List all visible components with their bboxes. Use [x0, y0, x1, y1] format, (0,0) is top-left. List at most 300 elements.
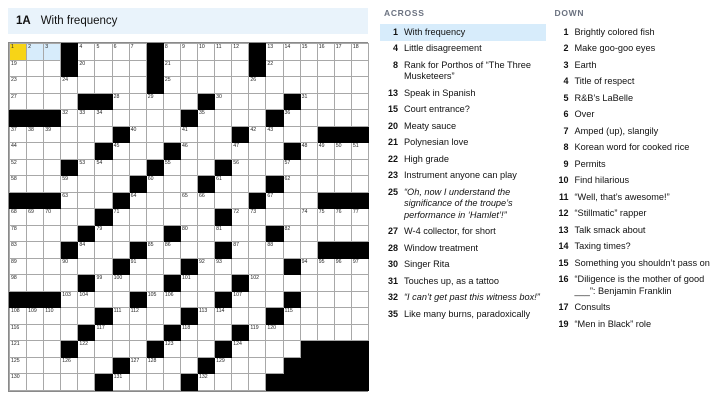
grid-cell[interactable] [112, 341, 129, 358]
grid-cell[interactable] [232, 60, 249, 77]
clue-item[interactable] [380, 290, 546, 307]
clue-item[interactable] [380, 168, 546, 185]
grid-cell[interactable] [27, 60, 44, 77]
grid-cell[interactable] [10, 308, 27, 325]
grid-cell[interactable] [180, 357, 197, 374]
grid-cell[interactable] [300, 192, 317, 209]
clue-item[interactable] [551, 41, 717, 58]
grid-cell[interactable] [232, 192, 249, 209]
grid-cell[interactable] [112, 44, 129, 61]
grid-cell[interactable] [61, 291, 78, 308]
clue-item[interactable] [380, 24, 546, 41]
grid-cell[interactable] [317, 159, 334, 176]
grid-cell[interactable] [129, 209, 146, 226]
grid-cell[interactable] [351, 308, 368, 325]
grid-cell[interactable] [317, 275, 334, 292]
grid-cell[interactable] [146, 291, 163, 308]
grid-cell[interactable] [10, 159, 27, 176]
grid-cell[interactable] [232, 308, 249, 325]
grid-cell[interactable] [10, 126, 27, 143]
grid-cell[interactable] [249, 275, 266, 292]
clue-item[interactable] [551, 24, 717, 41]
grid-cell[interactable] [266, 324, 283, 341]
grid-cell[interactable] [163, 192, 180, 209]
grid-cell[interactable] [215, 93, 232, 110]
grid-cell[interactable] [163, 159, 180, 176]
grid-cell[interactable] [249, 159, 266, 176]
grid-cell[interactable] [61, 324, 78, 341]
grid-cell[interactable] [300, 143, 317, 160]
grid-cell[interactable] [283, 159, 300, 176]
grid-cell[interactable] [215, 77, 232, 94]
grid-cell[interactable] [249, 93, 266, 110]
grid-cell[interactable] [146, 225, 163, 242]
grid-cell[interactable] [180, 176, 197, 193]
grid-cell[interactable] [283, 77, 300, 94]
grid-cell[interactable] [266, 192, 283, 209]
grid-cell[interactable] [215, 258, 232, 275]
grid-cell[interactable] [300, 44, 317, 61]
clue-item[interactable] [551, 300, 717, 317]
grid-cell[interactable] [198, 77, 215, 94]
grid-cell[interactable] [78, 176, 95, 193]
grid-cell[interactable] [232, 374, 249, 391]
grid-cell[interactable] [112, 60, 129, 77]
grid-cell[interactable] [283, 275, 300, 292]
grid-cell[interactable] [27, 44, 44, 61]
grid-cell[interactable] [249, 225, 266, 242]
grid-cell[interactable] [44, 176, 61, 193]
grid-cell[interactable] [44, 126, 61, 143]
grid-cell[interactable] [27, 341, 44, 358]
grid-cell[interactable] [249, 324, 266, 341]
grid-cell[interactable] [163, 242, 180, 259]
grid-cell[interactable] [283, 225, 300, 242]
grid-cell[interactable] [146, 209, 163, 226]
grid-cell[interactable] [163, 374, 180, 391]
grid-cell[interactable] [334, 110, 351, 127]
clue-item[interactable] [380, 257, 546, 274]
grid-cell[interactable] [10, 44, 27, 61]
grid-cell[interactable] [198, 209, 215, 226]
grid-cell[interactable] [10, 143, 27, 160]
grid-cell[interactable] [266, 275, 283, 292]
grid-cell[interactable] [232, 291, 249, 308]
grid-cell[interactable] [317, 308, 334, 325]
grid-cell[interactable] [95, 275, 112, 292]
grid-cell[interactable] [129, 44, 146, 61]
grid-cell[interactable] [300, 308, 317, 325]
grid-cell[interactable] [215, 374, 232, 391]
grid-cell[interactable] [95, 44, 112, 61]
grid-cell[interactable] [249, 143, 266, 160]
grid-cell[interactable] [334, 60, 351, 77]
grid-cell[interactable] [180, 192, 197, 209]
grid-cell[interactable] [146, 324, 163, 341]
grid-cell[interactable] [249, 176, 266, 193]
grid-cell[interactable] [10, 93, 27, 110]
grid-cell[interactable] [198, 275, 215, 292]
grid-cell[interactable] [44, 242, 61, 259]
grid-cell[interactable] [317, 291, 334, 308]
grid-cell[interactable] [27, 209, 44, 226]
grid-cell[interactable] [27, 275, 44, 292]
grid-cell[interactable] [10, 225, 27, 242]
grid-cell[interactable] [27, 93, 44, 110]
grid-cell[interactable] [10, 242, 27, 259]
grid-cell[interactable] [249, 291, 266, 308]
grid-cell[interactable] [215, 176, 232, 193]
clue-item[interactable] [380, 151, 546, 168]
grid-cell[interactable] [232, 77, 249, 94]
grid-cell[interactable] [334, 176, 351, 193]
grid-cell[interactable] [300, 77, 317, 94]
grid-cell[interactable] [180, 143, 197, 160]
grid-cell[interactable] [27, 242, 44, 259]
grid-cell[interactable] [249, 258, 266, 275]
clue-item[interactable] [551, 90, 717, 107]
grid-cell[interactable] [27, 374, 44, 391]
grid-cell[interactable] [198, 225, 215, 242]
grid-cell[interactable] [266, 341, 283, 358]
grid-cell[interactable] [215, 357, 232, 374]
clue-item[interactable] [551, 255, 717, 272]
grid-cell[interactable] [44, 357, 61, 374]
grid-cell[interactable] [198, 258, 215, 275]
grid-cell[interactable] [232, 93, 249, 110]
grid-cell[interactable] [146, 143, 163, 160]
grid-cell[interactable] [317, 209, 334, 226]
grid-cell[interactable] [61, 308, 78, 325]
grid-cell[interactable] [180, 275, 197, 292]
grid-cell[interactable] [27, 159, 44, 176]
grid-cell[interactable] [198, 242, 215, 259]
grid-table[interactable] [9, 43, 369, 391]
grid-cell[interactable] [78, 77, 95, 94]
grid-cell[interactable] [180, 77, 197, 94]
clue-item[interactable] [551, 140, 717, 157]
grid-cell[interactable] [300, 110, 317, 127]
grid-cell[interactable] [10, 258, 27, 275]
grid-cell[interactable] [27, 324, 44, 341]
grid-cell[interactable] [334, 44, 351, 61]
grid-cell[interactable] [10, 60, 27, 77]
grid-cell[interactable] [232, 110, 249, 127]
grid-cell[interactable] [61, 225, 78, 242]
grid-cell[interactable] [198, 341, 215, 358]
grid-cell[interactable] [232, 258, 249, 275]
clue-item[interactable] [380, 57, 546, 85]
grid-cell[interactable] [163, 308, 180, 325]
grid-cell[interactable] [61, 258, 78, 275]
grid-cell[interactable] [283, 44, 300, 61]
grid-cell[interactable] [215, 110, 232, 127]
grid-cell[interactable] [44, 341, 61, 358]
grid-cell[interactable] [146, 126, 163, 143]
grid-cell[interactable] [44, 143, 61, 160]
grid-cell[interactable] [129, 275, 146, 292]
grid-cell[interactable] [300, 93, 317, 110]
grid-cell[interactable] [198, 126, 215, 143]
grid-cell[interactable] [300, 126, 317, 143]
grid-cell[interactable] [215, 60, 232, 77]
grid-cell[interactable] [300, 209, 317, 226]
grid-cell[interactable] [163, 126, 180, 143]
grid-cell[interactable] [163, 93, 180, 110]
grid-cell[interactable] [27, 258, 44, 275]
grid-cell[interactable] [180, 93, 197, 110]
grid-cell[interactable] [78, 258, 95, 275]
grid-cell[interactable] [163, 176, 180, 193]
grid-cell[interactable] [163, 44, 180, 61]
grid-cell[interactable] [334, 324, 351, 341]
grid-cell[interactable] [266, 357, 283, 374]
grid-cell[interactable] [232, 159, 249, 176]
grid-cell[interactable] [10, 374, 27, 391]
grid-cell[interactable] [198, 324, 215, 341]
grid-cell[interactable] [266, 126, 283, 143]
grid-cell[interactable] [95, 258, 112, 275]
grid-cell[interactable] [283, 341, 300, 358]
grid-cell[interactable] [283, 60, 300, 77]
grid-cell[interactable] [317, 324, 334, 341]
grid-cell[interactable] [78, 44, 95, 61]
grid-cell[interactable] [112, 209, 129, 226]
grid-cell[interactable] [95, 225, 112, 242]
grid-cell[interactable] [95, 159, 112, 176]
grid-cell[interactable] [351, 143, 368, 160]
grid-cell[interactable] [180, 209, 197, 226]
grid-cell[interactable] [27, 143, 44, 160]
grid-cell[interactable] [232, 242, 249, 259]
grid-cell[interactable] [351, 209, 368, 226]
grid-cell[interactable] [129, 308, 146, 325]
grid-cell[interactable] [146, 374, 163, 391]
grid-cell[interactable] [198, 159, 215, 176]
grid-cell[interactable] [334, 225, 351, 242]
grid-cell[interactable] [232, 143, 249, 160]
grid-cell[interactable] [351, 44, 368, 61]
grid-cell[interactable] [78, 242, 95, 259]
grid-cell[interactable] [78, 209, 95, 226]
clue-item[interactable] [380, 102, 546, 119]
grid-cell[interactable] [317, 44, 334, 61]
grid-cell[interactable] [249, 110, 266, 127]
clue-item[interactable] [380, 118, 546, 135]
grid-cell[interactable] [78, 341, 95, 358]
grid-cell[interactable] [180, 126, 197, 143]
grid-cell[interactable] [215, 44, 232, 61]
grid-cell[interactable] [198, 60, 215, 77]
grid-cell[interactable] [351, 93, 368, 110]
grid-cell[interactable] [232, 225, 249, 242]
grid-cell[interactable] [95, 341, 112, 358]
grid-cell[interactable] [334, 159, 351, 176]
grid-cell[interactable] [300, 275, 317, 292]
grid-cell[interactable] [129, 77, 146, 94]
grid-cell[interactable] [283, 192, 300, 209]
grid-cell[interactable] [351, 60, 368, 77]
grid-cell[interactable] [146, 176, 163, 193]
grid-cell[interactable] [283, 242, 300, 259]
grid-cell[interactable] [10, 77, 27, 94]
grid-cell[interactable] [44, 60, 61, 77]
grid-cell[interactable] [180, 44, 197, 61]
grid-cell[interactable] [44, 77, 61, 94]
grid-cell[interactable] [351, 291, 368, 308]
grid-cell[interactable] [146, 93, 163, 110]
grid-cell[interactable] [95, 192, 112, 209]
grid-cell[interactable] [163, 209, 180, 226]
grid-cell[interactable] [27, 357, 44, 374]
grid-cell[interactable] [351, 275, 368, 292]
clue-item[interactable] [551, 107, 717, 124]
grid-cell[interactable] [44, 44, 61, 61]
grid-cell[interactable] [180, 159, 197, 176]
grid-cell[interactable] [129, 126, 146, 143]
grid-cell[interactable] [112, 159, 129, 176]
grid-cell[interactable] [249, 126, 266, 143]
grid-cell[interactable] [44, 209, 61, 226]
clue-item[interactable] [380, 306, 546, 323]
grid-cell[interactable] [112, 374, 129, 391]
grid-cell[interactable] [27, 126, 44, 143]
grid-cell[interactable] [232, 209, 249, 226]
grid-cell[interactable] [249, 357, 266, 374]
grid-cell[interactable] [249, 209, 266, 226]
clue-item[interactable] [380, 135, 546, 152]
grid-cell[interactable] [334, 258, 351, 275]
grid-cell[interactable] [95, 176, 112, 193]
grid-cell[interactable] [198, 110, 215, 127]
current-clue-bar[interactable] [8, 8, 368, 34]
grid-cell[interactable] [129, 341, 146, 358]
grid-cell[interactable] [317, 93, 334, 110]
grid-cell[interactable] [112, 324, 129, 341]
grid-cell[interactable] [300, 176, 317, 193]
grid-cell[interactable] [180, 242, 197, 259]
grid-cell[interactable] [95, 242, 112, 259]
grid-cell[interactable] [215, 324, 232, 341]
down-clue-list[interactable] [551, 24, 717, 333]
grid-cell[interactable] [61, 93, 78, 110]
grid-cell[interactable] [44, 308, 61, 325]
clue-item[interactable] [551, 206, 717, 223]
grid-cell[interactable] [317, 258, 334, 275]
grid-cell[interactable] [266, 93, 283, 110]
grid-cell[interactable] [334, 93, 351, 110]
clue-item[interactable] [551, 57, 717, 74]
grid-cell[interactable] [146, 110, 163, 127]
grid-cell[interactable] [266, 291, 283, 308]
grid-cell[interactable] [112, 93, 129, 110]
grid-cell[interactable] [249, 242, 266, 259]
grid-cell[interactable] [129, 110, 146, 127]
grid-cell[interactable] [198, 192, 215, 209]
grid-cell[interactable] [146, 275, 163, 292]
grid-cell[interactable] [334, 77, 351, 94]
grid-cell[interactable] [317, 225, 334, 242]
grid-cell[interactable] [232, 176, 249, 193]
grid-cell[interactable] [351, 176, 368, 193]
clue-item[interactable] [380, 240, 546, 257]
grid-cell[interactable] [95, 291, 112, 308]
grid-cell[interactable] [61, 357, 78, 374]
grid-cell[interactable] [61, 77, 78, 94]
clue-item[interactable] [551, 173, 717, 190]
grid-cell[interactable] [198, 143, 215, 160]
grid-cell[interactable] [300, 324, 317, 341]
grid-cell[interactable] [351, 159, 368, 176]
crossword-grid[interactable] [8, 42, 368, 392]
clue-item[interactable] [551, 156, 717, 173]
grid-cell[interactable] [334, 308, 351, 325]
grid-cell[interactable] [10, 209, 27, 226]
grid-cell[interactable] [249, 374, 266, 391]
grid-cell[interactable] [129, 374, 146, 391]
grid-cell[interactable] [146, 308, 163, 325]
grid-cell[interactable] [95, 60, 112, 77]
grid-cell[interactable] [129, 192, 146, 209]
grid-cell[interactable] [129, 93, 146, 110]
grid-cell[interactable] [300, 60, 317, 77]
clue-item[interactable] [380, 224, 546, 241]
grid-cell[interactable] [317, 176, 334, 193]
clue-item[interactable] [551, 239, 717, 256]
grid-cell[interactable] [266, 209, 283, 226]
grid-cell[interactable] [351, 225, 368, 242]
clue-item[interactable] [380, 41, 546, 58]
grid-cell[interactable] [351, 77, 368, 94]
grid-cell[interactable] [163, 77, 180, 94]
grid-cell[interactable] [10, 275, 27, 292]
grid-cell[interactable] [232, 341, 249, 358]
clue-item[interactable] [380, 273, 546, 290]
grid-cell[interactable] [351, 110, 368, 127]
grid-cell[interactable] [334, 275, 351, 292]
grid-cell[interactable] [266, 143, 283, 160]
grid-cell[interactable] [300, 258, 317, 275]
grid-cell[interactable] [78, 143, 95, 160]
across-clue-list[interactable] [380, 24, 546, 323]
grid-cell[interactable] [112, 291, 129, 308]
grid-cell[interactable] [78, 192, 95, 209]
grid-cell[interactable] [44, 374, 61, 391]
grid-cell[interactable] [198, 374, 215, 391]
grid-cell[interactable] [112, 308, 129, 325]
grid-cell[interactable] [95, 77, 112, 94]
grid-cell[interactable] [112, 275, 129, 292]
grid-cell[interactable] [283, 308, 300, 325]
grid-cell[interactable] [129, 225, 146, 242]
clue-item[interactable] [380, 184, 546, 224]
clue-item[interactable] [551, 222, 717, 239]
grid-cell[interactable] [283, 110, 300, 127]
grid-cell[interactable] [351, 324, 368, 341]
clue-item[interactable] [551, 316, 717, 333]
grid-cell[interactable] [61, 374, 78, 391]
grid-cell[interactable] [146, 192, 163, 209]
grid-cell[interactable] [180, 341, 197, 358]
grid-cell[interactable] [44, 93, 61, 110]
clue-item[interactable] [380, 85, 546, 102]
grid-cell[interactable] [129, 324, 146, 341]
grid-cell[interactable] [215, 192, 232, 209]
grid-cell[interactable] [10, 176, 27, 193]
grid-cell[interactable] [129, 60, 146, 77]
grid-cell[interactable] [146, 258, 163, 275]
grid-cell[interactable] [300, 225, 317, 242]
